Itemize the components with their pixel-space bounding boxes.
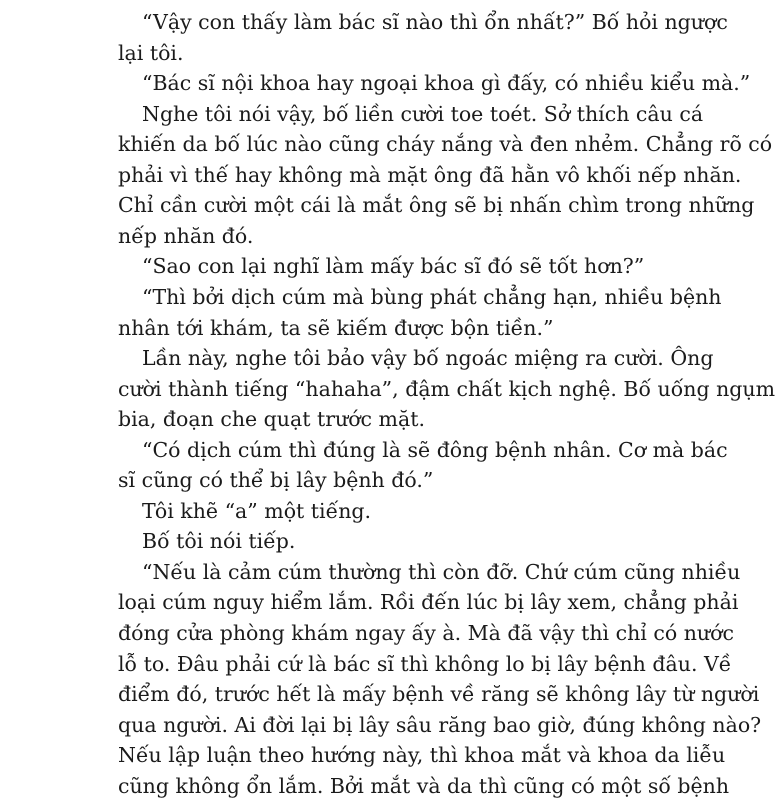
- text-line: “Có dịch cúm thì đúng là sẽ đông bệnh nhân. Cơ mà bác: [142, 437, 728, 462]
- text-line: “Thì bởi dịch cúm mà bùng phát chẳng hạn, nhiều bệnh: [142, 284, 722, 309]
- text-line: “Nếu là cảm cúm thường thì còn đỡ. Chứ cúm cũng nhiều: [142, 559, 741, 584]
- text-line: phải vì thế hay không mà mặt ông đã hằn vô khối nếp nhăn.: [118, 162, 742, 187]
- text-line: Nghe tôi nói vậy, bố liền cười toe toét. Sở thích câu cá: [142, 101, 704, 126]
- text-line: Chỉ cần cười một cái là mắt ông sẽ bị nhấn chìm trong những: [118, 193, 755, 218]
- text-line: bia, đoạn che quạt trước mặt.: [118, 407, 425, 432]
- text-line: “Bác sĩ nội khoa hay ngoại khoa gì đấy, có nhiều kiểu mà.”: [142, 71, 751, 96]
- text-line: Tôi khẽ “a” một tiếng.: [142, 498, 372, 523]
- text-line: lại tôi.: [118, 40, 184, 65]
- text-line: cũng không ổn lắm. Bởi mắt và da thì cũng có một số bệnh: [118, 773, 730, 798]
- text-line: cười thành tiếng “hahaha”, đậm chất kịch nghệ. Bố uống ngụm: [118, 376, 776, 401]
- text-line: “Vậy con thấy làm bác sĩ nào thì ổn nhất?” Bố hỏi ngược: [142, 10, 728, 34]
- text-line: điểm đó, trước hết là mấy bệnh về răng sẽ không lây từ người: [118, 682, 760, 707]
- text-line: nhân tới khám, ta sẽ kiếm được bộn tiền.”: [118, 315, 554, 340]
- text-line: sĩ cũng có thể bị lây bệnh đó.”: [118, 468, 434, 493]
- text-line: Nếu lập luận theo hướng này, thì khoa mắt và khoa da liễu: [118, 743, 726, 768]
- text-line: Lần này, nghe tôi bảo vậy bố ngoác miệng ra cười. Ông: [142, 346, 714, 371]
- text-line: đóng cửa phòng khám ngay ấy à. Mà đã vậy thì chỉ có nước: [118, 621, 734, 645]
- text-line: lỗ to. Đâu phải cứ là bác sĩ thì không lo bị lây bệnh đâu. Về: [118, 651, 732, 676]
- text-line: qua người. Ai đời lại bị lây sâu răng bao giờ, đúng không nào?: [118, 712, 762, 737]
- text-line: “Sao con lại nghĩ làm mấy bác sĩ đó sẽ tốt hơn?”: [142, 254, 645, 279]
- text-line: Bố tôi nói tiếp.: [142, 529, 296, 554]
- text-line: loại cúm nguy hiểm lắm. Rồi đến lúc bị lây xem, chẳng phải: [118, 590, 739, 615]
- text-line: nếp nhăn đó.: [118, 223, 254, 248]
- text-line: khiến da bố lúc nào cũng cháy nắng và đen nhẻm. Chẳng rõ có: [118, 132, 773, 157]
